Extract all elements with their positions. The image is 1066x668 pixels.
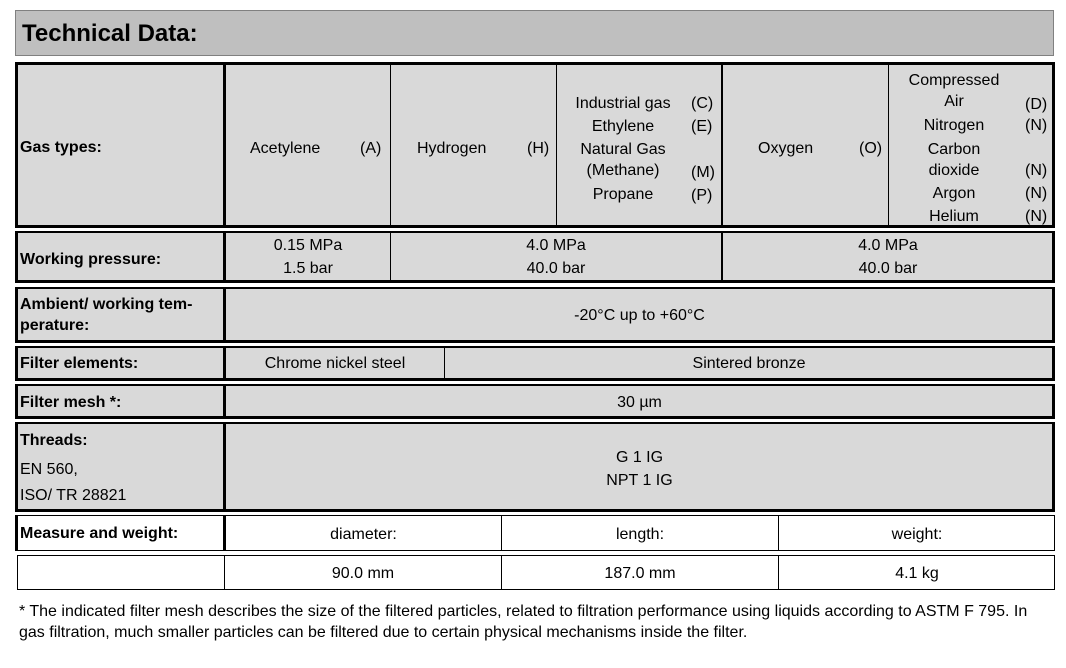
gas-acetylene-name: Acetylene: [250, 140, 321, 157]
gas-carbon-name: Carbon: [927, 141, 981, 158]
gas-helium-name: Helium: [929, 208, 979, 225]
filter-elements-label: Filter elements:: [20, 355, 139, 372]
gas-argon-name: Argon: [932, 185, 976, 202]
gas-dioxide-name: dioxide: [928, 162, 980, 179]
working-pressure-label: Working pressure:: [20, 251, 162, 268]
gas-dioxide-code: (N): [1025, 162, 1048, 179]
gas-propane-name: Propane: [592, 186, 654, 203]
measure-value-diameter: 90.0 mm: [331, 565, 395, 582]
gas-compressed-name: Compressed: [908, 72, 1000, 89]
gas-helium-code: (N): [1025, 208, 1048, 225]
pressure-middle-mpa: 4.0 MPa: [526, 237, 586, 254]
gas-ethylene-name: Ethylene: [591, 118, 655, 135]
gas-nitrogen-name: Nitrogen: [923, 117, 985, 134]
threads-row: [15, 422, 1055, 512]
divider: [223, 65, 226, 225]
measure-header-length: length:: [615, 526, 665, 543]
temperature-label-line2: perature:: [20, 317, 90, 334]
temperature-label-line1: Ambient/ working tem-: [20, 296, 193, 313]
gas-oxygen-name: Oxygen: [758, 140, 814, 157]
gas-oxygen-code: (O): [859, 140, 883, 157]
filter-mesh-row: [15, 384, 1055, 419]
gas-methane-code: (M): [691, 164, 715, 181]
measure-values-row: [17, 555, 1055, 590]
temperature-row: [15, 287, 1055, 343]
gas-acetylene-code: (A): [360, 140, 382, 157]
pressure-acetylene-bar: 1.5 bar: [283, 260, 333, 277]
threads-sub2: ISO/ TR 28821: [20, 487, 127, 504]
measure-header-diameter: diameter:: [330, 526, 397, 543]
threads-value-npt: NPT 1 IG: [606, 472, 673, 489]
gas-nitrogen-code: (N): [1025, 117, 1048, 134]
pressure-right-bar: 40.0 bar: [858, 260, 918, 277]
divider: [556, 65, 557, 225]
gas-argon-code: (N): [1025, 185, 1048, 202]
divider: [721, 65, 723, 225]
filter-elements-row: [15, 346, 1055, 381]
divider: [390, 65, 391, 225]
measure-header-row: [15, 515, 1055, 551]
filter-mesh-value: 30 µm: [617, 394, 662, 411]
threads-label: Threads:: [20, 432, 88, 449]
gas-natural-gas-name: Natural Gas: [580, 141, 666, 158]
gas-propane-code: (P): [691, 187, 713, 204]
divider: [888, 65, 889, 225]
gas-air-code: (D): [1025, 96, 1048, 113]
pressure-right-mpa: 4.0 MPa: [858, 237, 918, 254]
gas-ethylene-code: (E): [691, 118, 713, 135]
filter-elements-right: Sintered bronze: [692, 355, 806, 372]
gas-types-row: [15, 62, 1055, 228]
footnote: * The indicated filter mesh describes the size of the filtered particles, related to filtration performance using liquids according to ASTM F 795. In gas filtration, much smaller particles can be filtered due to certain physical mechanisms inside the filter.: [19, 603, 1028, 641]
page-title: Technical Data:: [15, 10, 1054, 56]
pressure-acetylene-mpa: 0.15 MPa: [273, 237, 343, 254]
measure-label: Measure and weight:: [20, 525, 179, 542]
gas-hydrogen-name: Hydrogen: [417, 140, 487, 157]
measure-value-length: 187.0 mm: [604, 565, 676, 582]
gas-industrial-name: Industrial gas: [575, 95, 671, 112]
gas-methane-name: (Methane): [586, 162, 660, 179]
threads-sub1: EN 560,: [20, 461, 78, 478]
gas-types-label: Gas types:: [20, 139, 102, 156]
working-pressure-row: [15, 231, 1055, 283]
gas-air-name: Air: [944, 93, 964, 110]
filter-elements-left: Chrome nickel steel: [264, 355, 406, 372]
temperature-value: -20°C up to +60°C: [574, 307, 705, 324]
measure-header-weight: weight:: [891, 526, 943, 543]
gas-hydrogen-code: (H): [527, 140, 550, 157]
gas-industrial-code: (C): [691, 95, 714, 112]
threads-value-g: G 1 IG: [615, 449, 664, 466]
measure-value-weight: 4.1 kg: [895, 565, 939, 582]
pressure-middle-bar: 40.0 bar: [526, 260, 586, 277]
filter-mesh-label: Filter mesh *:: [20, 394, 122, 411]
